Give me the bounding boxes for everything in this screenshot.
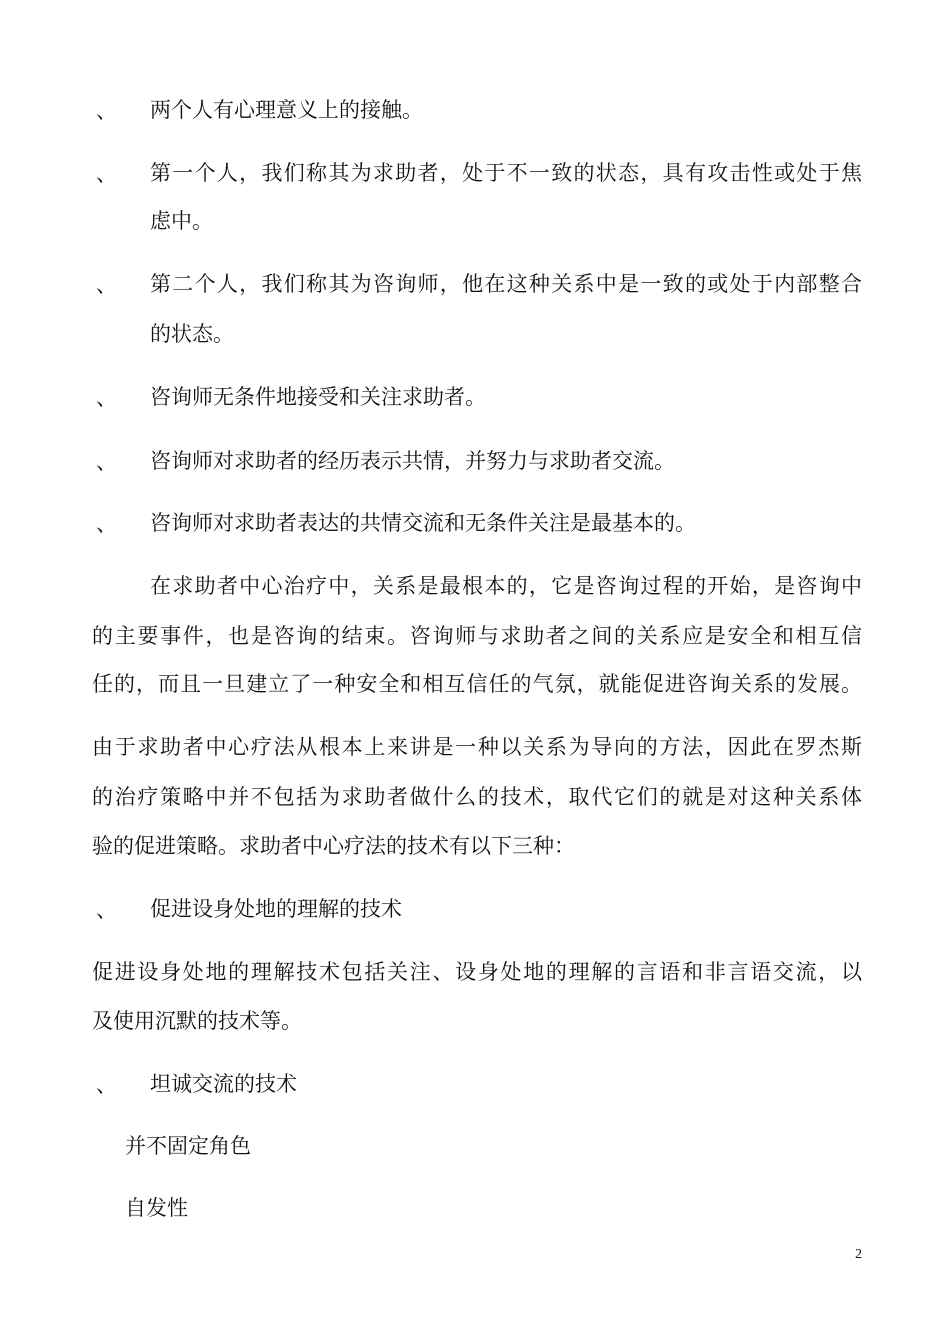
list-item: 咨询师对求助者的经历表示共情，并努力与求助者交流。 — [150, 449, 675, 473]
list-item-continuation: 的状态。 — [150, 322, 234, 346]
list-item: 咨询师无条件地接受和关注求助者。 — [150, 385, 486, 409]
bullet-mark: 、 — [96, 512, 117, 536]
list-item: 咨询师对求助者表达的共情交流和无条件关注是最基本的。 — [150, 511, 696, 535]
paragraph-line: 促进设身处地的理解技术包括关注、设身处地的理解的言语和非言语交流，以 — [92, 960, 862, 984]
paragraph-line: 任的，而且一旦建立了一种安全和相互信任的气氛，就能促进咨询关系的发展。 — [92, 672, 862, 696]
paragraph-line: 在求助者中心治疗中，关系是最根本的，它是咨询过程的开始，是咨询中 — [150, 574, 862, 598]
list-item: 第一个人，我们称其为求助者，处于不一致的状态，具有攻击性或处于焦 — [150, 161, 862, 185]
paragraph-line: 由于求助者中心疗法从根本上来讲是一种以关系为导向的方法，因此在罗杰斯 — [92, 735, 862, 759]
sub-item: 自发性 — [125, 1196, 188, 1220]
list-item: 第二个人，我们称其为咨询师，他在这种关系中是一致的或处于内部整合 — [150, 272, 862, 296]
bullet-mark: 、 — [96, 1073, 117, 1097]
section-heading: 促进设身处地的理解的技术 — [150, 897, 402, 921]
paragraph-line: 及使用沉默的技术等。 — [92, 1009, 302, 1033]
bullet-mark: 、 — [96, 273, 117, 297]
sub-item: 并不固定角色 — [125, 1134, 251, 1158]
section-heading: 坦诚交流的技术 — [150, 1072, 297, 1096]
list-item: 两个人有心理意义上的接触。 — [150, 98, 423, 122]
list-item-continuation: 虑中。 — [150, 209, 213, 233]
bullet-mark: 、 — [96, 386, 117, 410]
bullet-mark: 、 — [96, 450, 117, 474]
page-number: 2 — [855, 1247, 862, 1262]
paragraph-line: 的治疗策略中并不包括为求助者做什么的技术，取代它们的就是对这种关系体 — [92, 785, 862, 809]
paragraph-line: 验的促进策略。求助者中心疗法的技术有以下三种： — [92, 834, 575, 858]
paragraph-line: 的主要事件，也是咨询的结束。咨询师与求助者之间的关系应是安全和相互信 — [92, 624, 862, 648]
bullet-mark: 、 — [96, 99, 117, 123]
bullet-mark: 、 — [96, 162, 117, 186]
bullet-mark: 、 — [96, 898, 117, 922]
